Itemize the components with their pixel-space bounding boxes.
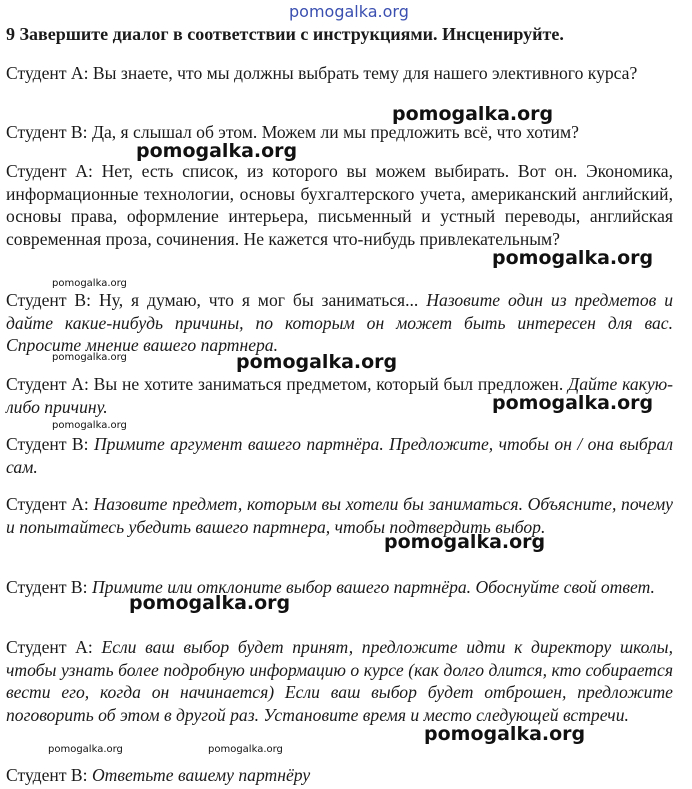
watermark-big: pomogalka.org (492, 247, 654, 269)
speaker-label: Студент В: (6, 434, 89, 454)
watermark-big: pomogalka.org (129, 592, 291, 614)
dialog-line-9 (6, 636, 673, 726)
speaker-label: Студент А: (6, 374, 89, 394)
dialog-line-2 (6, 121, 673, 144)
watermark-small: pomogalka.org (208, 744, 283, 755)
speaker-label: Студент А: (6, 494, 89, 514)
watermark-small: pomogalka.org (52, 352, 127, 363)
watermark-big: pomogalka.org (424, 723, 586, 745)
speaker-label: Студент В: (6, 290, 92, 310)
dialog-line-3 (6, 160, 673, 250)
watermark-big: pomogalka.org (236, 351, 398, 373)
watermark-big: pomogalka.org (384, 531, 546, 553)
dialog-instruction: Примите аргумент вашего партнёра. Предложите, чтобы он / она выбрал сам. (6, 434, 673, 477)
dialog-line-6 (6, 433, 673, 478)
watermark-small: pomogalka.org (52, 420, 127, 431)
dialog-line-10 (6, 764, 673, 787)
dialog-instruction: Назовите один из предметов и дайте какие-нибудь причины, по которым он может быть интересен для вас. Спросите мнение вашего партнера. (6, 290, 674, 355)
speaker-label: Студент В: (6, 122, 88, 142)
speaker-label: Студент В: (6, 577, 88, 597)
dialog-instruction: Ответьте вашему партнёру (91, 765, 311, 785)
dialog-instruction: Примите или отклоните выбор вашего партнёра. Обоснуйте свой ответ. (91, 577, 655, 597)
dialog-instruction: Назовите предмет, которым вы хотели бы заниматься. Объясните, почему и попытайтесь убедить вашего партнера, чтобы подтвердить выбор. (6, 494, 673, 537)
dialog-text: Нет, есть список, из которого вы можем выбирать. Вот он. Экономика, информационные технологии, основы бухгалтерского учета, американский английский, основы права, оформление интерьера, письменный и устный переводы, английская современная проза, сочинения. Не кажется что-нибудь привлекательным? (6, 161, 673, 249)
dialog-line-8 (6, 576, 673, 599)
dialog-text: Да, я слышал об этом. Можем ли мы предложить всё, что хотим? (91, 122, 579, 142)
dialog-text: Ну, я думаю, что я мог бы заниматься... (98, 290, 419, 310)
dialog-instruction: Дайте какую-либо причину. (6, 374, 673, 417)
dialog-line-1 (6, 62, 673, 85)
watermark-top: pomogalka.org (289, 2, 409, 21)
speaker-label: Студент А: (6, 637, 93, 657)
dialog-text: Вы знаете, что мы должны выбрать тему для нашего элективного курса? (92, 63, 638, 83)
speaker-label: Студент А: (6, 63, 89, 83)
watermark-small: pomogalka.org (48, 744, 123, 755)
watermark-small: pomogalka.org (52, 278, 127, 289)
dialog-line-7 (6, 493, 673, 538)
watermark-big: pomogalka.org (492, 392, 654, 414)
watermark-big: pomogalka.org (392, 103, 554, 125)
dialog-text: Вы не хотите заниматься предметом, который был предложен. (93, 374, 564, 394)
dialog-line-4 (6, 289, 673, 357)
speaker-label: Студент А: (6, 161, 93, 181)
dialog-instruction: Если ваш выбор будет принят, предложите идти к директору школы, чтобы узнать более подробную информацию о курсе (как долго длится, кто собирается вести его, когда он начинается) Если ваш выбор будет отброшен, предложите поговорить об этом в другой раз. Установите время и место следующей встречи. (6, 637, 673, 725)
speaker-label: Студент В: (6, 765, 88, 785)
exercise-title: 9 Завершите диалог в соответствии с инструкциями. Инсценируйте. (6, 24, 564, 44)
watermark-big: pomogalka.org (136, 140, 298, 162)
